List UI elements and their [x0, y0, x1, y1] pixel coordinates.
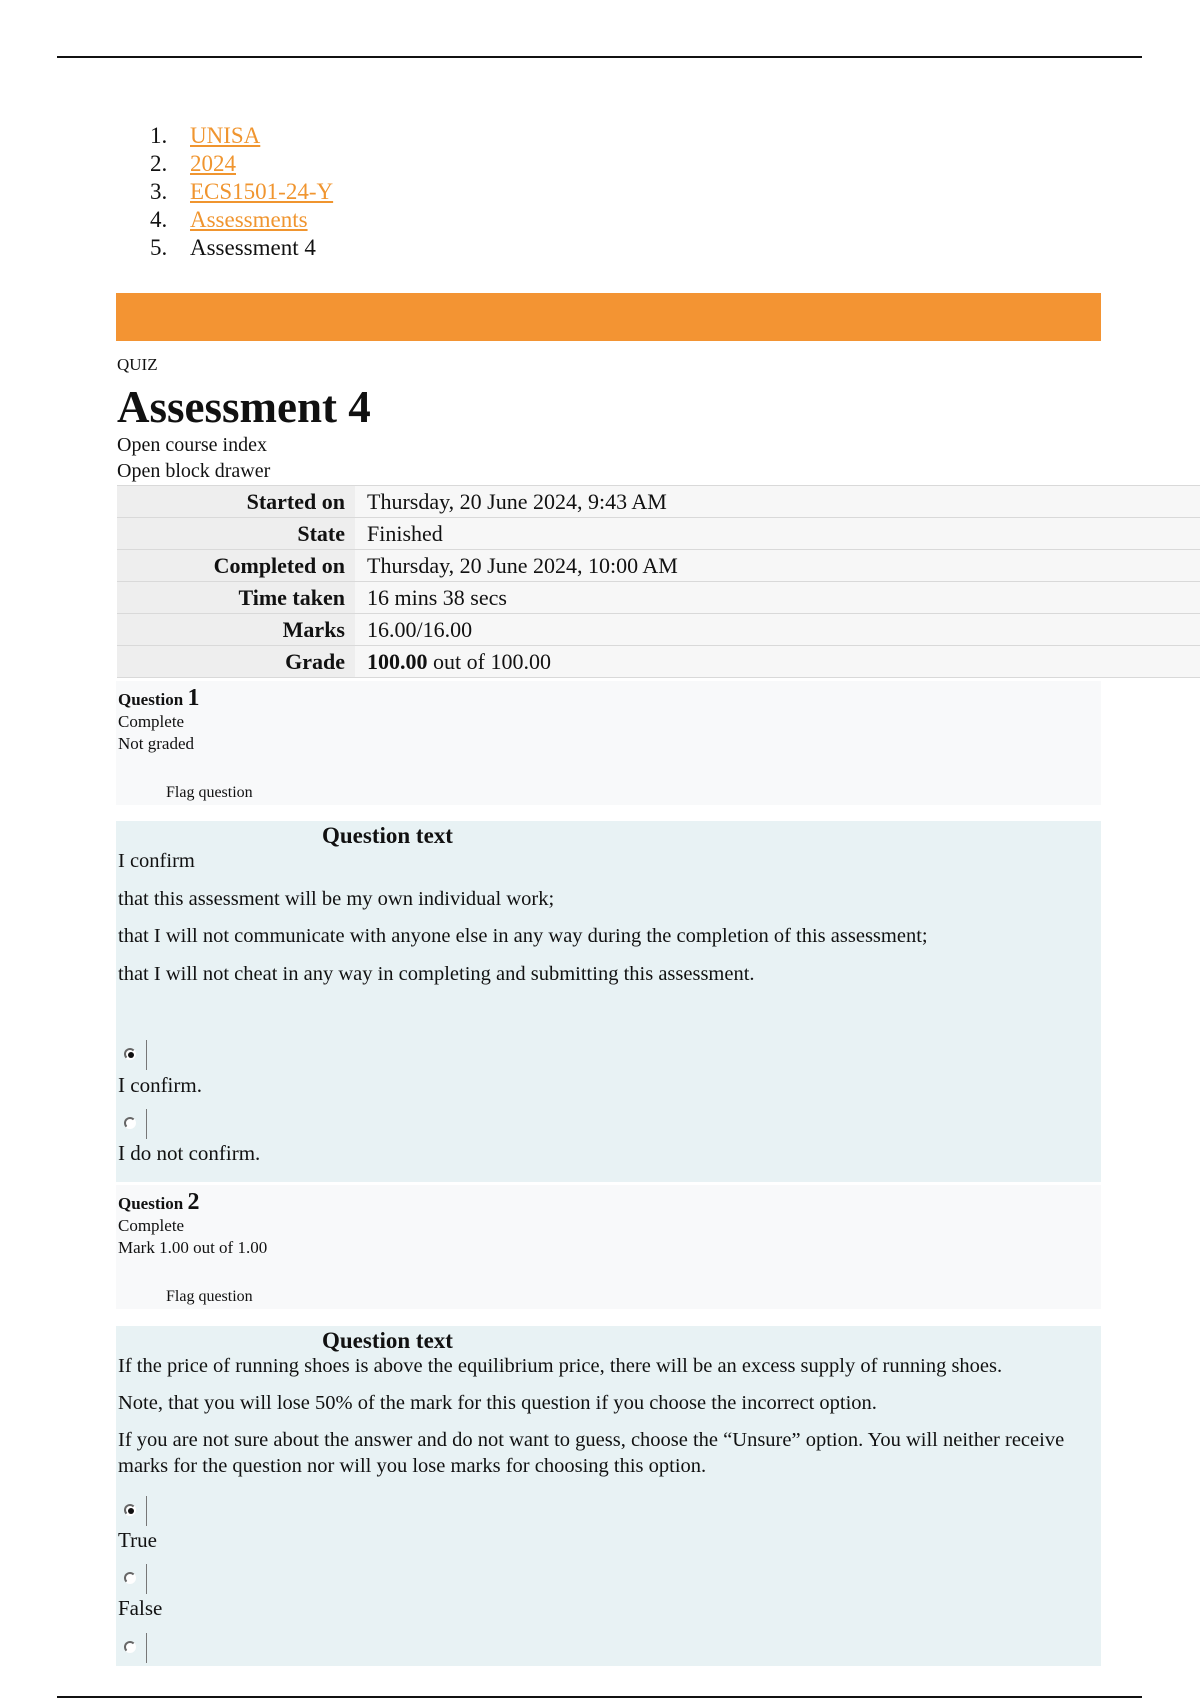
- summary-row: [117, 518, 1200, 550]
- radio-checked-icon: [124, 1504, 136, 1516]
- top-rule: [57, 56, 1142, 58]
- open-course-index-link[interactable]: Open course index: [117, 434, 267, 456]
- question-number: [118, 685, 199, 712]
- question-paragraph: I confirm: [118, 850, 195, 872]
- header-banner: [116, 293, 1101, 341]
- breadcrumb-number: 3.: [150, 179, 168, 204]
- question-2-info: [116, 1185, 1101, 1309]
- answer-label: I do not confirm.: [118, 1141, 261, 1165]
- question-prefix: Question: [118, 1194, 184, 1213]
- breadcrumb-current: Assessment 4: [190, 235, 316, 260]
- question-2-content: [116, 1326, 1101, 1666]
- summary-row: [117, 486, 1200, 518]
- radio-unchecked-icon: [124, 1572, 136, 1584]
- attempt-summary-table: [117, 485, 1200, 678]
- answer-radio-confirm[interactable]: [118, 1040, 147, 1070]
- summary-value: Thursday, 20 June 2024, 9:43 AM: [355, 486, 1200, 518]
- answer-radio-false[interactable]: [118, 1564, 147, 1594]
- open-block-drawer-link[interactable]: Open block drawer: [117, 460, 271, 482]
- summary-label: State: [117, 518, 355, 550]
- summary-label: Grade: [117, 646, 355, 678]
- summary-label: Time taken: [117, 582, 355, 614]
- answer-label: False: [118, 1596, 163, 1620]
- breadcrumb-number: 4.: [150, 207, 168, 232]
- question-paragraph: that I will not cheat in any way in completing and submitting this assessment.: [118, 963, 755, 985]
- question-1-info: [116, 681, 1101, 805]
- summary-value: Finished: [355, 518, 1200, 550]
- summary-value: Thursday, 20 June 2024, 10:00 AM: [355, 550, 1200, 582]
- answer-radio-unsure[interactable]: [118, 1633, 147, 1663]
- breadcrumb-item[interactable]: [150, 122, 333, 150]
- summary-value: [355, 646, 1200, 678]
- summary-label: Started on: [117, 486, 355, 518]
- radio-unchecked-icon: [124, 1641, 136, 1653]
- question-text-heading: Question text: [322, 1328, 453, 1353]
- question-1-content: [116, 821, 1101, 1182]
- breadcrumb-link-unisa[interactable]: UNISA: [190, 123, 261, 148]
- question-number-value: 2: [187, 1189, 200, 1215]
- answer-label: True: [118, 1528, 157, 1552]
- question-number-value: 1: [187, 685, 200, 711]
- question-prefix: Question: [118, 690, 184, 709]
- answer-label: I confirm.: [118, 1073, 202, 1097]
- flag-question-button[interactable]: Flag question: [166, 784, 253, 801]
- question-text-heading: Question text: [322, 823, 453, 848]
- breadcrumb-item[interactable]: [150, 206, 333, 234]
- page-title: Assessment 4: [117, 382, 371, 432]
- flag-question-button[interactable]: Flag question: [166, 1288, 253, 1305]
- answer-radio-do-not-confirm[interactable]: [118, 1109, 147, 1139]
- question-grade: Mark 1.00 out of 1.00: [118, 1238, 268, 1257]
- breadcrumb-number: 1.: [150, 123, 168, 148]
- grade-value: 100.00: [367, 648, 428, 674]
- radio-unchecked-icon: [124, 1117, 136, 1129]
- question-state: Complete: [118, 712, 185, 731]
- summary-label: Completed on: [117, 550, 355, 582]
- radio-checked-icon: [124, 1048, 136, 1060]
- breadcrumb-link-course[interactable]: ECS1501-24-Y: [190, 179, 334, 204]
- breadcrumb-item[interactable]: [150, 178, 333, 206]
- question-number: [118, 1189, 199, 1216]
- summary-row: [117, 614, 1200, 646]
- question-paragraph: that this assessment will be my own individual work;: [118, 888, 555, 910]
- activity-type: QUIZ: [117, 355, 158, 374]
- bottom-rule: [57, 1696, 1142, 1698]
- breadcrumb-item[interactable]: [150, 150, 333, 178]
- breadcrumb-link-year[interactable]: 2024: [190, 151, 236, 176]
- summary-value: 16.00/16.00: [355, 614, 1200, 646]
- summary-label: Marks: [117, 614, 355, 646]
- summary-row: [117, 646, 1200, 678]
- breadcrumb-link-assessments[interactable]: Assessments: [190, 207, 308, 232]
- grade-out-of: out of 100.00: [427, 648, 551, 674]
- summary-row: [117, 582, 1200, 614]
- question-paragraph: that I will not communicate with anyone else in any way during the completion of this assessment;: [118, 925, 928, 947]
- question-grade: Not graded: [118, 734, 195, 753]
- summary-value: 16 mins 38 secs: [355, 582, 1200, 614]
- breadcrumb-item: [150, 234, 333, 262]
- breadcrumb-number: 2.: [150, 151, 168, 176]
- answer-radio-true[interactable]: [118, 1496, 147, 1526]
- breadcrumb: [150, 122, 333, 262]
- summary-row: [117, 550, 1200, 582]
- question-paragraph: If the price of running shoes is above the equilibrium price, there will be an excess supply of running shoes.: [118, 1355, 1003, 1377]
- question-state: Complete: [118, 1216, 185, 1235]
- question-paragraph: Note, that you will lose 50% of the mark for this question if you choose the incorrect option.: [118, 1392, 877, 1414]
- question-paragraph: If you are not sure about the answer and do not want to guess, choose the “Unsure” option. You will neither receive marks for the question nor will you lose marks for choosing this option.: [118, 1429, 1065, 1477]
- breadcrumb-number: 5.: [150, 235, 168, 260]
